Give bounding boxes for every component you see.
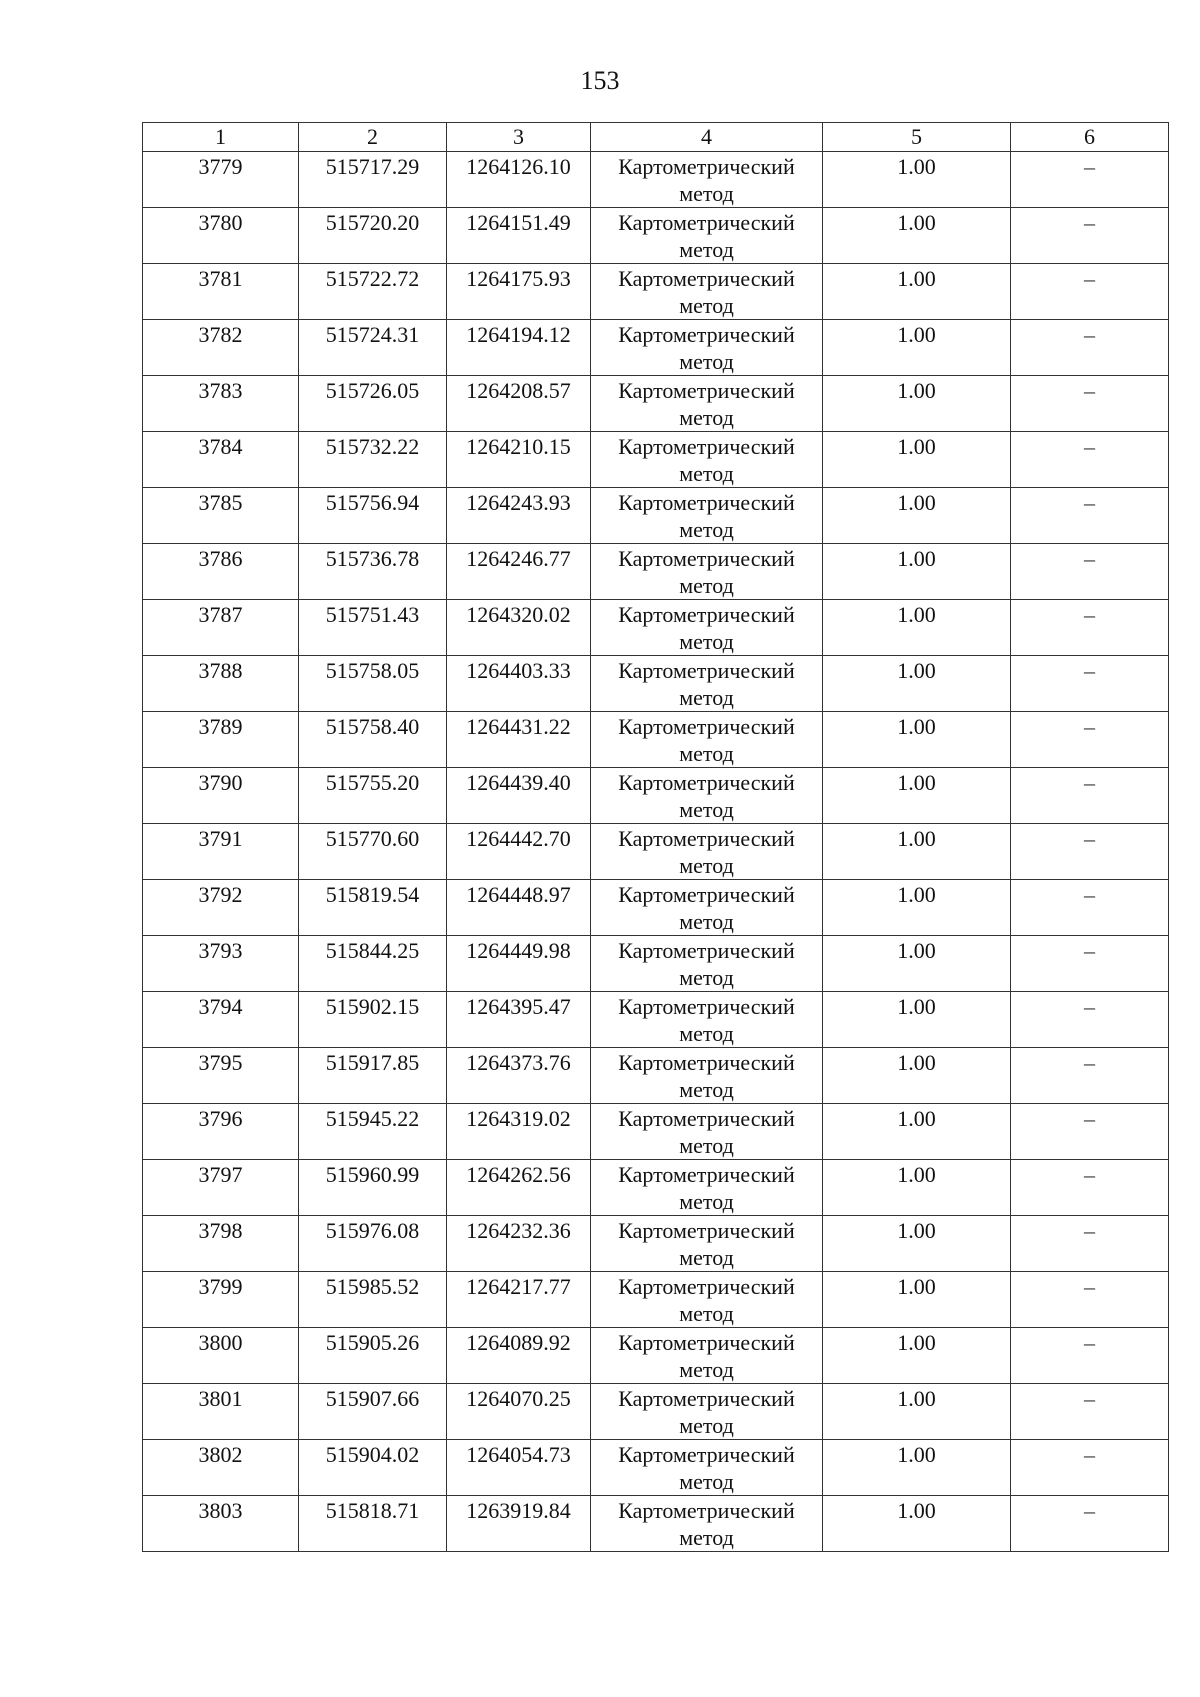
note-cell: – <box>1011 1048 1169 1104</box>
accuracy-cell: 1.00 <box>823 936 1011 992</box>
y-coordinate-cell: 1264320.02 <box>447 600 591 656</box>
accuracy-cell: 1.00 <box>823 880 1011 936</box>
y-coordinate-cell: 1264210.15 <box>447 432 591 488</box>
accuracy-cell: 1.00 <box>823 712 1011 768</box>
note-cell: – <box>1011 824 1169 880</box>
x-coordinate-cell: 515945.22 <box>299 1104 447 1160</box>
accuracy-cell: 1.00 <box>823 1104 1011 1160</box>
accuracy-cell: 1.00 <box>823 208 1011 264</box>
point-number-cell: 3803 <box>143 1496 299 1552</box>
note-cell: – <box>1011 1496 1169 1552</box>
table-row <box>143 1272 1169 1328</box>
method-cell: Картометрический метод <box>591 208 823 264</box>
point-number-cell: 3792 <box>143 880 299 936</box>
method-cell: Картометрический метод <box>591 768 823 824</box>
column-header-5: 5 <box>823 123 1011 152</box>
table-row <box>143 376 1169 432</box>
x-coordinate-cell: 515758.05 <box>299 656 447 712</box>
note-cell: – <box>1011 1328 1169 1384</box>
column-header-1: 1 <box>143 123 299 152</box>
point-number-cell: 3794 <box>143 992 299 1048</box>
y-coordinate-cell: 1264431.22 <box>447 712 591 768</box>
note-cell: – <box>1011 936 1169 992</box>
table-row <box>143 1496 1169 1552</box>
table-row <box>143 1048 1169 1104</box>
point-number-cell: 3790 <box>143 768 299 824</box>
note-cell: – <box>1011 488 1169 544</box>
method-cell: Картометрический метод <box>591 1384 823 1440</box>
x-coordinate-cell: 515904.02 <box>299 1440 447 1496</box>
table-row <box>143 992 1169 1048</box>
point-number-cell: 3796 <box>143 1104 299 1160</box>
method-cell: Картометрический метод <box>591 376 823 432</box>
x-coordinate-cell: 515720.20 <box>299 208 447 264</box>
y-coordinate-cell: 1264217.77 <box>447 1272 591 1328</box>
point-number-cell: 3780 <box>143 208 299 264</box>
table-row <box>143 712 1169 768</box>
table-header <box>143 123 1169 152</box>
method-cell: Картометрический метод <box>591 600 823 656</box>
x-coordinate-cell: 515985.52 <box>299 1272 447 1328</box>
accuracy-cell: 1.00 <box>823 824 1011 880</box>
y-coordinate-cell: 1264439.40 <box>447 768 591 824</box>
table-row <box>143 488 1169 544</box>
x-coordinate-cell: 515818.71 <box>299 1496 447 1552</box>
point-number-cell: 3782 <box>143 320 299 376</box>
point-number-cell: 3799 <box>143 1272 299 1328</box>
point-number-cell: 3788 <box>143 656 299 712</box>
table-row <box>143 1440 1169 1496</box>
x-coordinate-cell: 515905.26 <box>299 1328 447 1384</box>
y-coordinate-cell: 1264151.49 <box>447 208 591 264</box>
table-row <box>143 1384 1169 1440</box>
note-cell: – <box>1011 992 1169 1048</box>
accuracy-cell: 1.00 <box>823 488 1011 544</box>
note-cell: – <box>1011 600 1169 656</box>
x-coordinate-cell: 515976.08 <box>299 1216 447 1272</box>
y-coordinate-cell: 1263919.84 <box>447 1496 591 1552</box>
y-coordinate-cell: 1264126.10 <box>447 152 591 208</box>
note-cell: – <box>1011 264 1169 320</box>
accuracy-cell: 1.00 <box>823 1384 1011 1440</box>
note-cell: – <box>1011 208 1169 264</box>
y-coordinate-cell: 1264208.57 <box>447 376 591 432</box>
point-number-cell: 3789 <box>143 712 299 768</box>
point-number-cell: 3798 <box>143 1216 299 1272</box>
table-row <box>143 152 1169 208</box>
table-body <box>143 152 1169 1552</box>
method-cell: Картометрический метод <box>591 1496 823 1552</box>
note-cell: – <box>1011 432 1169 488</box>
method-cell: Картометрический метод <box>591 880 823 936</box>
point-number-cell: 3793 <box>143 936 299 992</box>
x-coordinate-cell: 515758.40 <box>299 712 447 768</box>
accuracy-cell: 1.00 <box>823 376 1011 432</box>
y-coordinate-cell: 1264449.98 <box>447 936 591 992</box>
note-cell: – <box>1011 768 1169 824</box>
x-coordinate-cell: 515751.43 <box>299 600 447 656</box>
accuracy-cell: 1.00 <box>823 544 1011 600</box>
x-coordinate-cell: 515726.05 <box>299 376 447 432</box>
method-cell: Картометрический метод <box>591 712 823 768</box>
point-number-cell: 3783 <box>143 376 299 432</box>
accuracy-cell: 1.00 <box>823 1272 1011 1328</box>
table-row <box>143 544 1169 600</box>
table-row <box>143 1104 1169 1160</box>
point-number-cell: 3802 <box>143 1440 299 1496</box>
accuracy-cell: 1.00 <box>823 1160 1011 1216</box>
table-row <box>143 320 1169 376</box>
x-coordinate-cell: 515819.54 <box>299 880 447 936</box>
page-number: 153 <box>580 66 620 95</box>
note-cell: – <box>1011 1440 1169 1496</box>
accuracy-cell: 1.00 <box>823 992 1011 1048</box>
point-number-cell: 3784 <box>143 432 299 488</box>
table-row <box>143 1216 1169 1272</box>
table-row <box>143 824 1169 880</box>
point-number-cell: 3785 <box>143 488 299 544</box>
method-cell: Картометрический метод <box>591 1440 823 1496</box>
accuracy-cell: 1.00 <box>823 1216 1011 1272</box>
point-number-cell: 3797 <box>143 1160 299 1216</box>
point-number-cell: 3795 <box>143 1048 299 1104</box>
x-coordinate-cell: 515960.99 <box>299 1160 447 1216</box>
method-cell: Картометрический метод <box>591 824 823 880</box>
point-number-cell: 3787 <box>143 600 299 656</box>
y-coordinate-cell: 1264232.36 <box>447 1216 591 1272</box>
point-number-cell: 3786 <box>143 544 299 600</box>
column-header-4: 4 <box>591 123 823 152</box>
method-cell: Картометрический метод <box>591 1272 823 1328</box>
y-coordinate-cell: 1264448.97 <box>447 880 591 936</box>
accuracy-cell: 1.00 <box>823 264 1011 320</box>
accuracy-cell: 1.00 <box>823 1328 1011 1384</box>
x-coordinate-cell: 515770.60 <box>299 824 447 880</box>
y-coordinate-cell: 1264373.76 <box>447 1048 591 1104</box>
y-coordinate-cell: 1264262.56 <box>447 1160 591 1216</box>
accuracy-cell: 1.00 <box>823 1496 1011 1552</box>
point-number-cell: 3791 <box>143 824 299 880</box>
method-cell: Картометрический метод <box>591 544 823 600</box>
table-row <box>143 880 1169 936</box>
table-row <box>143 264 1169 320</box>
header-row <box>143 123 1169 152</box>
method-cell: Картометрический метод <box>591 656 823 712</box>
x-coordinate-cell: 515722.72 <box>299 264 447 320</box>
y-coordinate-cell: 1264319.02 <box>447 1104 591 1160</box>
accuracy-cell: 1.00 <box>823 152 1011 208</box>
method-cell: Картометрический метод <box>591 1104 823 1160</box>
method-cell: Картометрический метод <box>591 152 823 208</box>
table-row <box>143 768 1169 824</box>
note-cell: – <box>1011 880 1169 936</box>
table-row <box>143 432 1169 488</box>
y-coordinate-cell: 1264403.33 <box>447 656 591 712</box>
column-header-3: 3 <box>447 123 591 152</box>
accuracy-cell: 1.00 <box>823 1440 1011 1496</box>
point-number-cell: 3781 <box>143 264 299 320</box>
note-cell: – <box>1011 544 1169 600</box>
y-coordinate-cell: 1264054.73 <box>447 1440 591 1496</box>
x-coordinate-cell: 515917.85 <box>299 1048 447 1104</box>
note-cell: – <box>1011 1384 1169 1440</box>
x-coordinate-cell: 515902.15 <box>299 992 447 1048</box>
y-coordinate-cell: 1264246.77 <box>447 544 591 600</box>
table-row <box>143 1328 1169 1384</box>
x-coordinate-cell: 515717.29 <box>299 152 447 208</box>
method-cell: Картометрический метод <box>591 1328 823 1384</box>
x-coordinate-cell: 515844.25 <box>299 936 447 992</box>
table-row <box>143 600 1169 656</box>
table-row <box>143 1160 1169 1216</box>
note-cell: – <box>1011 376 1169 432</box>
y-coordinate-cell: 1264070.25 <box>447 1384 591 1440</box>
y-coordinate-cell: 1264194.12 <box>447 320 591 376</box>
accuracy-cell: 1.00 <box>823 600 1011 656</box>
method-cell: Картометрический метод <box>591 1048 823 1104</box>
x-coordinate-cell: 515907.66 <box>299 1384 447 1440</box>
method-cell: Картометрический метод <box>591 432 823 488</box>
point-number-cell: 3779 <box>143 152 299 208</box>
y-coordinate-cell: 1264243.93 <box>447 488 591 544</box>
x-coordinate-cell: 515756.94 <box>299 488 447 544</box>
point-number-cell: 3800 <box>143 1328 299 1384</box>
table-row <box>143 208 1169 264</box>
method-cell: Картометрический метод <box>591 1160 823 1216</box>
accuracy-cell: 1.00 <box>823 432 1011 488</box>
method-cell: Картометрический метод <box>591 320 823 376</box>
y-coordinate-cell: 1264395.47 <box>447 992 591 1048</box>
method-cell: Картометрический метод <box>591 488 823 544</box>
method-cell: Картометрический метод <box>591 264 823 320</box>
table-row <box>143 936 1169 992</box>
y-coordinate-cell: 1264175.93 <box>447 264 591 320</box>
method-cell: Картометрический метод <box>591 936 823 992</box>
method-cell: Картометрический метод <box>591 992 823 1048</box>
coordinates-table <box>142 122 1169 1552</box>
accuracy-cell: 1.00 <box>823 656 1011 712</box>
note-cell: – <box>1011 152 1169 208</box>
accuracy-cell: 1.00 <box>823 320 1011 376</box>
note-cell: – <box>1011 712 1169 768</box>
table-row <box>143 656 1169 712</box>
point-number-cell: 3801 <box>143 1384 299 1440</box>
note-cell: – <box>1011 1272 1169 1328</box>
column-header-6: 6 <box>1011 123 1169 152</box>
x-coordinate-cell: 515724.31 <box>299 320 447 376</box>
note-cell: – <box>1011 1160 1169 1216</box>
y-coordinate-cell: 1264442.70 <box>447 824 591 880</box>
note-cell: – <box>1011 1216 1169 1272</box>
column-header-2: 2 <box>299 123 447 152</box>
accuracy-cell: 1.00 <box>823 1048 1011 1104</box>
note-cell: – <box>1011 1104 1169 1160</box>
x-coordinate-cell: 515755.20 <box>299 768 447 824</box>
accuracy-cell: 1.00 <box>823 768 1011 824</box>
x-coordinate-cell: 515732.22 <box>299 432 447 488</box>
y-coordinate-cell: 1264089.92 <box>447 1328 591 1384</box>
x-coordinate-cell: 515736.78 <box>299 544 447 600</box>
note-cell: – <box>1011 656 1169 712</box>
method-cell: Картометрический метод <box>591 1216 823 1272</box>
note-cell: – <box>1011 320 1169 376</box>
